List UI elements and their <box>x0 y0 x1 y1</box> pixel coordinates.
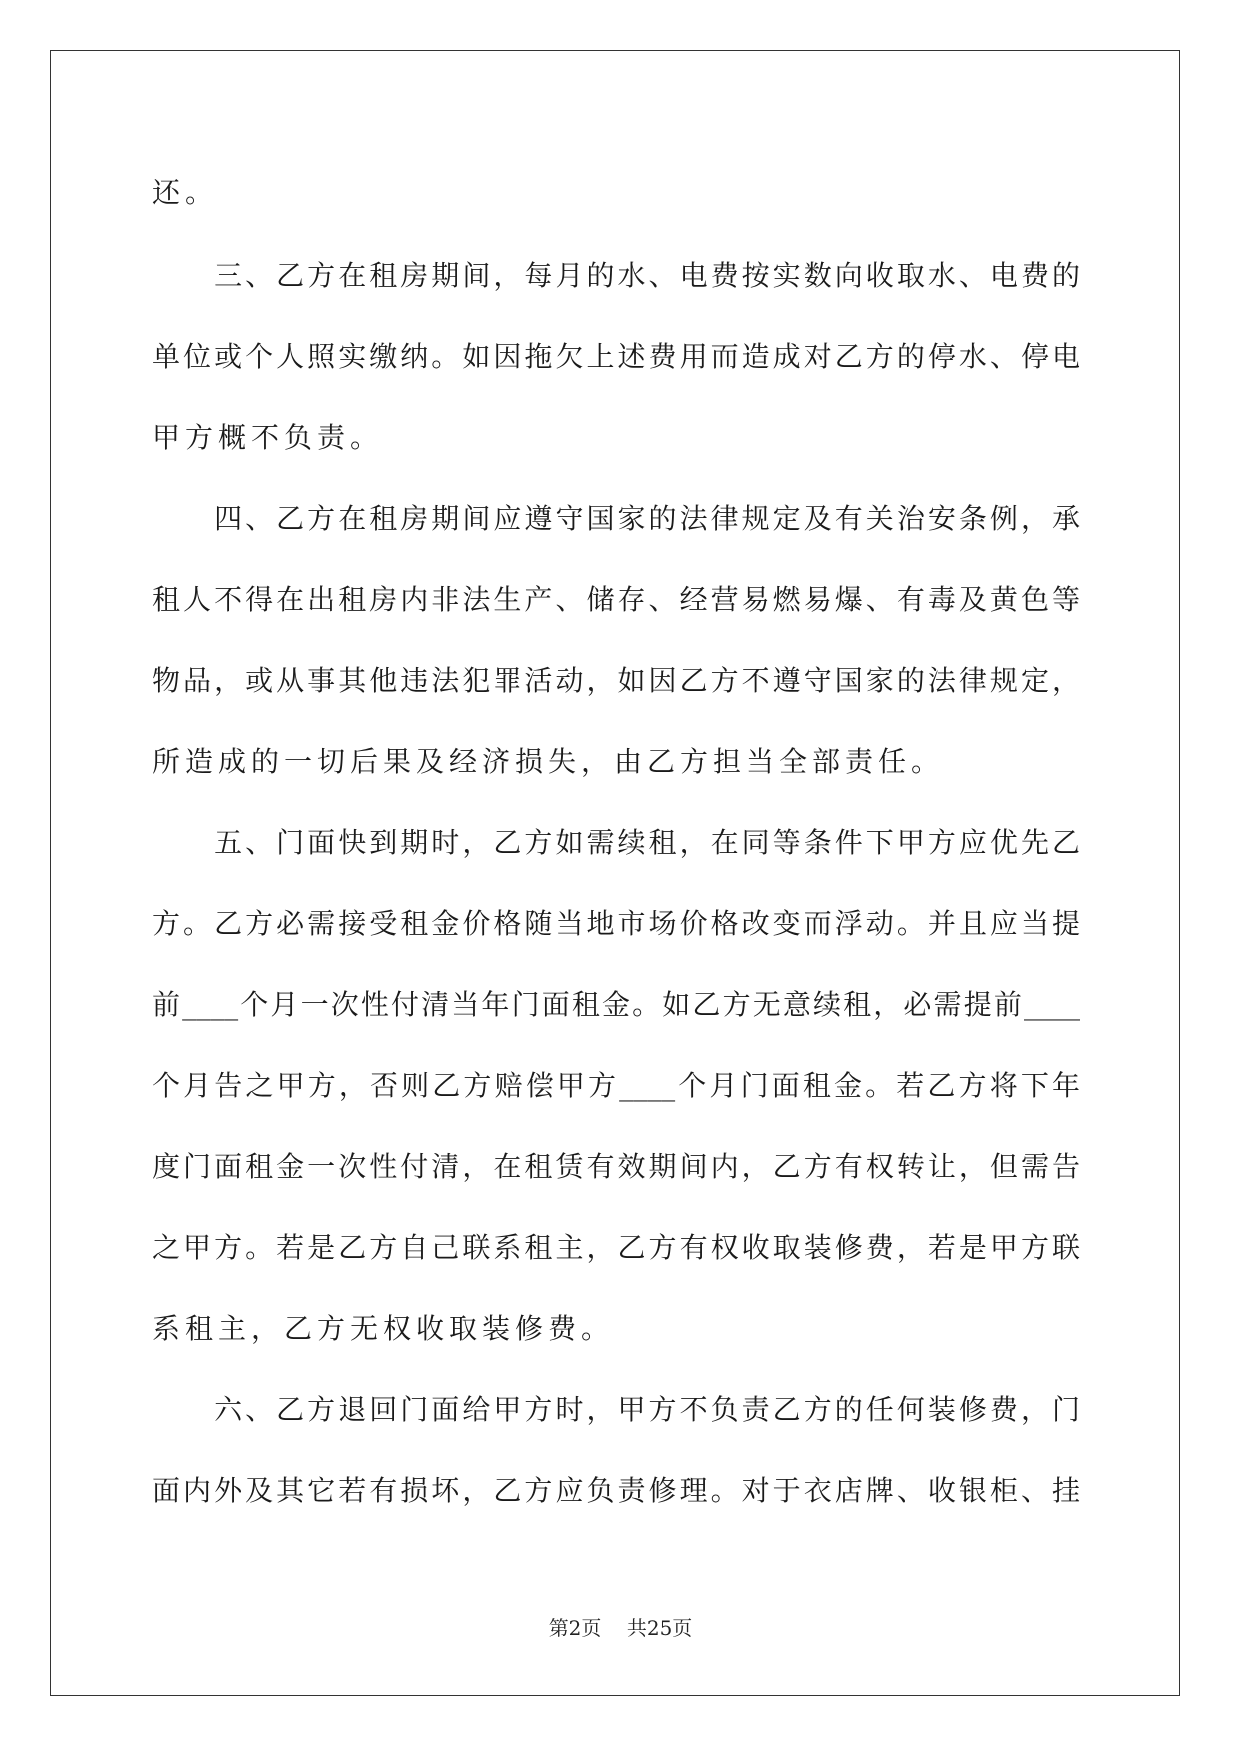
text-line: 三、乙方在租房期间，每月的水、电费按实数向收取水、电费的 <box>152 259 1080 292</box>
text-line: 系租主，乙方无权收取装修费。 <box>152 1312 615 1345</box>
text-line: 四、乙方在租房期间应遵守国家的法律规定及有关治安条例，承 <box>152 502 1080 535</box>
page-border <box>50 50 1180 1696</box>
text-line: 所造成的一切后果及经济损失，由乙方担当全部责任。 <box>152 745 945 778</box>
text-line: 租人不得在出租房内非法生产、储存、经营易燃易爆、有毒及黄色等 <box>152 583 1080 616</box>
text-line: 个月告之甲方，否则乙方赔偿甲方____个月门面租金。若乙方将下年 <box>152 1069 1080 1102</box>
text-line: 还。 <box>152 176 219 209</box>
text-line: 甲方概不负责。 <box>152 421 384 454</box>
text-line: 度门面租金一次性付清，在租赁有效期间内，乙方有权转让，但需告 <box>152 1150 1080 1183</box>
text-line: 五、门面快到期时，乙方如需续租，在同等条件下甲方应优先乙 <box>152 826 1080 859</box>
text-line: 之甲方。若是乙方自己联系租主，乙方有权收取装修费，若是甲方联 <box>152 1231 1080 1264</box>
text-line: 前____个月一次性付清当年门面租金。如乙方无意续租，必需提前____ <box>152 988 1080 1021</box>
text-line: 物品，或从事其他违法犯罪活动，如因乙方不遵守国家的法律规定， <box>152 664 1080 697</box>
text-line: 方。乙方必需接受租金价格随当地市场价格改变而浮动。并且应当提 <box>152 907 1080 940</box>
text-line: 面内外及其它若有损坏，乙方应负责修理。对于衣店牌、收银柜、挂 <box>152 1474 1080 1507</box>
text-line: 六、乙方退回门面给甲方时，甲方不负责乙方的任何装修费，门 <box>152 1393 1080 1426</box>
page-number-footer: 第2页 共25页 <box>548 1616 693 1640</box>
text-line: 单位或个人照实缴纳。如因拖欠上述费用而造成对乙方的停水、停电 <box>152 340 1080 373</box>
